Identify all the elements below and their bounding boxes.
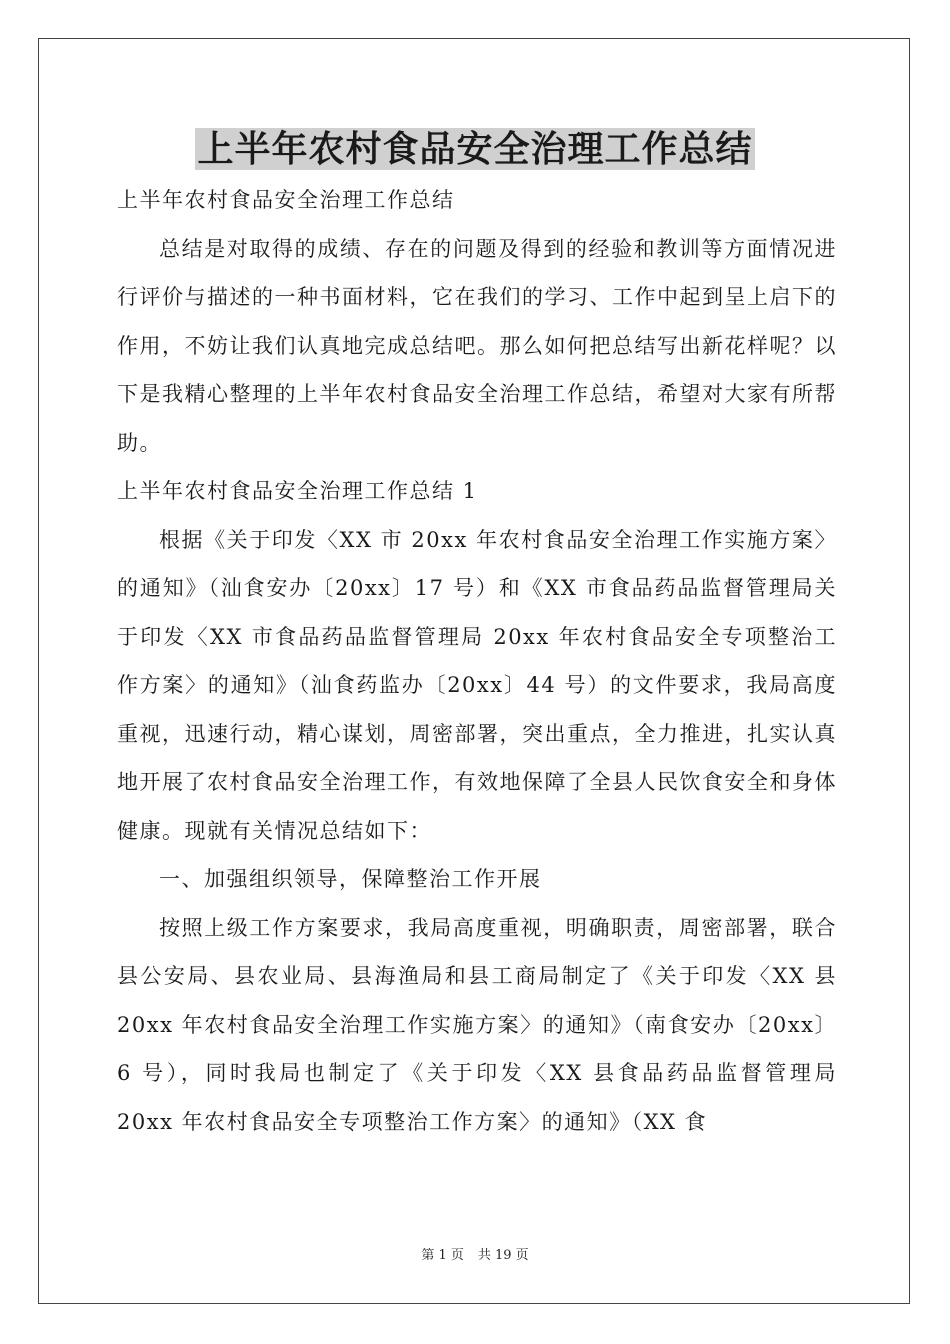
document-title [0,126,950,172]
body-paragraph: 按照上级工作方案要求，我局高度重视，明确职责，周密部署，联合县公安局、县农业局、县海渔局和县工商局制定了《关于印发〈XX 县 20xx 年农村食品安全治理工作实施方案〉的通知》（南食安办〔20xx〕6 号），同时我局也制定了《关于印发〈XX 县食品药品监督管理局 20xx 年农村食品安全专项整治工作方案〉的通知》（XX 食 [117,915,837,1134]
page-number: 第 1 页 [421,1248,464,1263]
subsection-heading: 一、加强组织领导，保障整治工作开展 [159,867,542,891]
intro-paragraph: 总结是对取得的成绩、存在的问题及得到的经验和教训等方面情况进行评价与描述的一种书面材料，它在我们的学习、工作中起到呈上启下的作用，不妨让我们认真地完成总结吧。那么如何把总结写出新花样呢？以下是我精心整理的上半年农村食品安全治理工作总结，希望对大家有所帮助。 [117,236,837,455]
subtitle-paragraph: 上半年农村食品安全治理工作总结 [117,188,455,212]
body-paragraph: 根据《关于印发〈XX 市 20xx 年农村食品安全治理工作实施方案〉的通知》（汕食安办〔20xx〕17 号）和《XX 市食品药品监督管理局关于印发〈XX 市食品药品监督管理局 20xx 年农村食品安全专项整治工作方案〉的通知》（汕食药监办〔20xx〕44 号）的文件要求，我局高度重视，迅速行动，精心谋划，周密部署，突出重点，全力推进，扎实认真地开展了农村食品安全治理工作，有效地保障了全县人民饮食安全和身体健康。现就有关情况总结如下： [117,527,837,843]
section-heading: 上半年农村食品安全治理工作总结 1 [117,479,478,503]
document-title-text: 上半年农村食品安全治理工作总结 [197,128,753,170]
page-footer [0,1248,950,1264]
document-body [117,176,837,1146]
page-total: 共 19 页 [477,1248,529,1263]
